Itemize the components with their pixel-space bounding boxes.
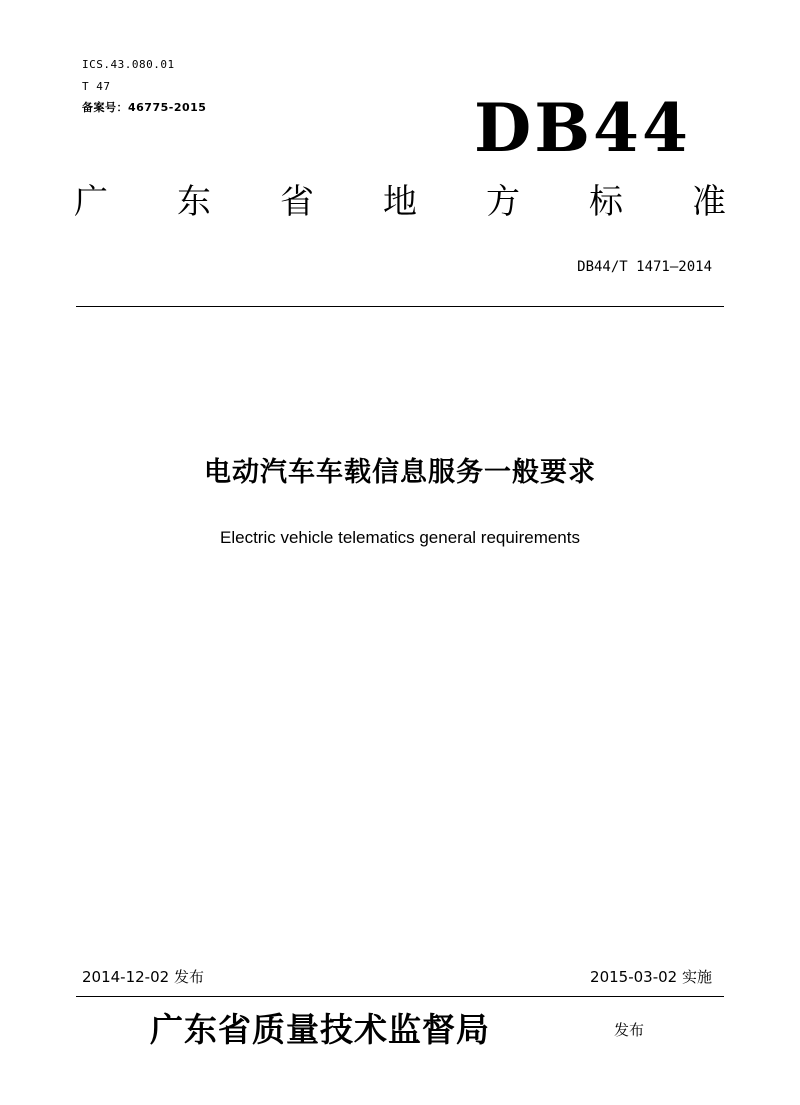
standard-type-char: 准 — [692, 182, 726, 222]
standard-code: DB44/T 1471—2014 — [577, 259, 712, 275]
standard-type-char: 广 — [74, 182, 108, 222]
standard-type-char: 地 — [383, 182, 417, 222]
top-divider — [76, 306, 724, 307]
db44-logo: DB44 — [474, 89, 691, 167]
document-subtitle: Electric vehicle telematics general requirements — [220, 528, 580, 547]
classification-code: T 47 — [82, 80, 111, 93]
ics-code: ICS.43.080.01 — [82, 58, 175, 71]
issuer-suffix: 发布 — [614, 1021, 645, 1039]
issue-date: 2014-12-02 发布 — [82, 968, 204, 986]
standard-type-char: 标 — [589, 182, 623, 222]
standard-type-char: 省 — [280, 182, 314, 222]
record-number: 备案号：46775-2015 — [82, 101, 207, 114]
issuer-name: 广东省质量技术监督局 — [150, 1010, 490, 1049]
standard-type-char: 方 — [486, 182, 520, 222]
effective-date: 2015-03-02 实施 — [590, 968, 712, 986]
standard-type-char: 东 — [177, 182, 211, 222]
standard-type-title — [74, 180, 726, 224]
document-title: 电动汽车车载信息服务一般要求 — [204, 457, 596, 488]
bottom-divider — [76, 996, 724, 997]
